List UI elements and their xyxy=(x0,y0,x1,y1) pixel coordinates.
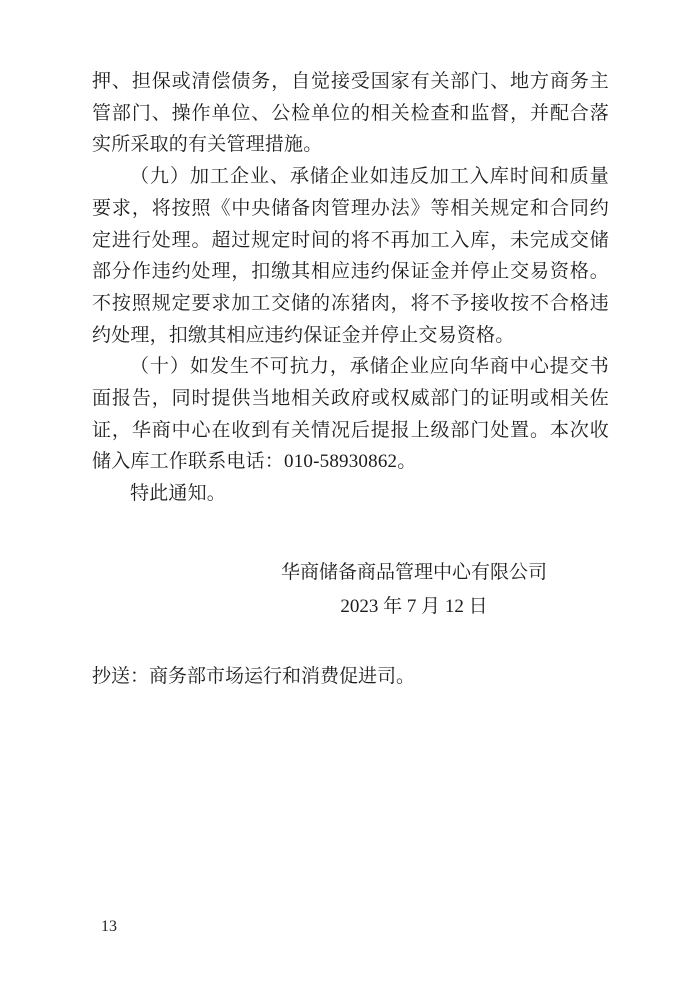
paragraph-continuation: 押、担保或清偿债务，自觉接受国家有关部门、地方商务主管部门、操作单位、公检单位的相关检查和监督，并配合落实所采取的有关管理措施。 xyxy=(92,71,609,156)
paragraph-closing-notice: 特此通知。 xyxy=(130,483,227,505)
cc-line: 抄送：商务部市场运行和消费促进司。 xyxy=(92,666,416,687)
signature-block xyxy=(281,556,547,623)
page-number: 13 xyxy=(101,918,117,935)
signature-date: 2023 年 7 月 12 日 xyxy=(340,595,488,617)
document-body xyxy=(92,66,609,510)
signer-organization: 华商储备商品管理中心有限公司 xyxy=(281,562,548,583)
paragraph-item-ten: （十）如发生不可抗力，承储企业应向华商中心提交书面报告，同时提供当地相关政府或权威部门的证明或相关佐证，华商中心在收到有关情况后提报上级部门处置。本次收储入库工作联系电话：010-58930862。 xyxy=(92,356,609,473)
paragraph-item-nine: （九）加工企业、承储企业如违反加工入库时间和质量要求，将按照《中央储备肉管理办法》等相关规定和合同约定进行处理。超过规定时间的将不再加工入库，未完成交储部分作违约处理，扣缴其相应违约保证金并停止交易资格。不按照规定要求加工交储的冻猪肉，将不予接收按不合格违约处理，扣缴其相应违约保证金并停止交易资格。 xyxy=(92,166,609,346)
